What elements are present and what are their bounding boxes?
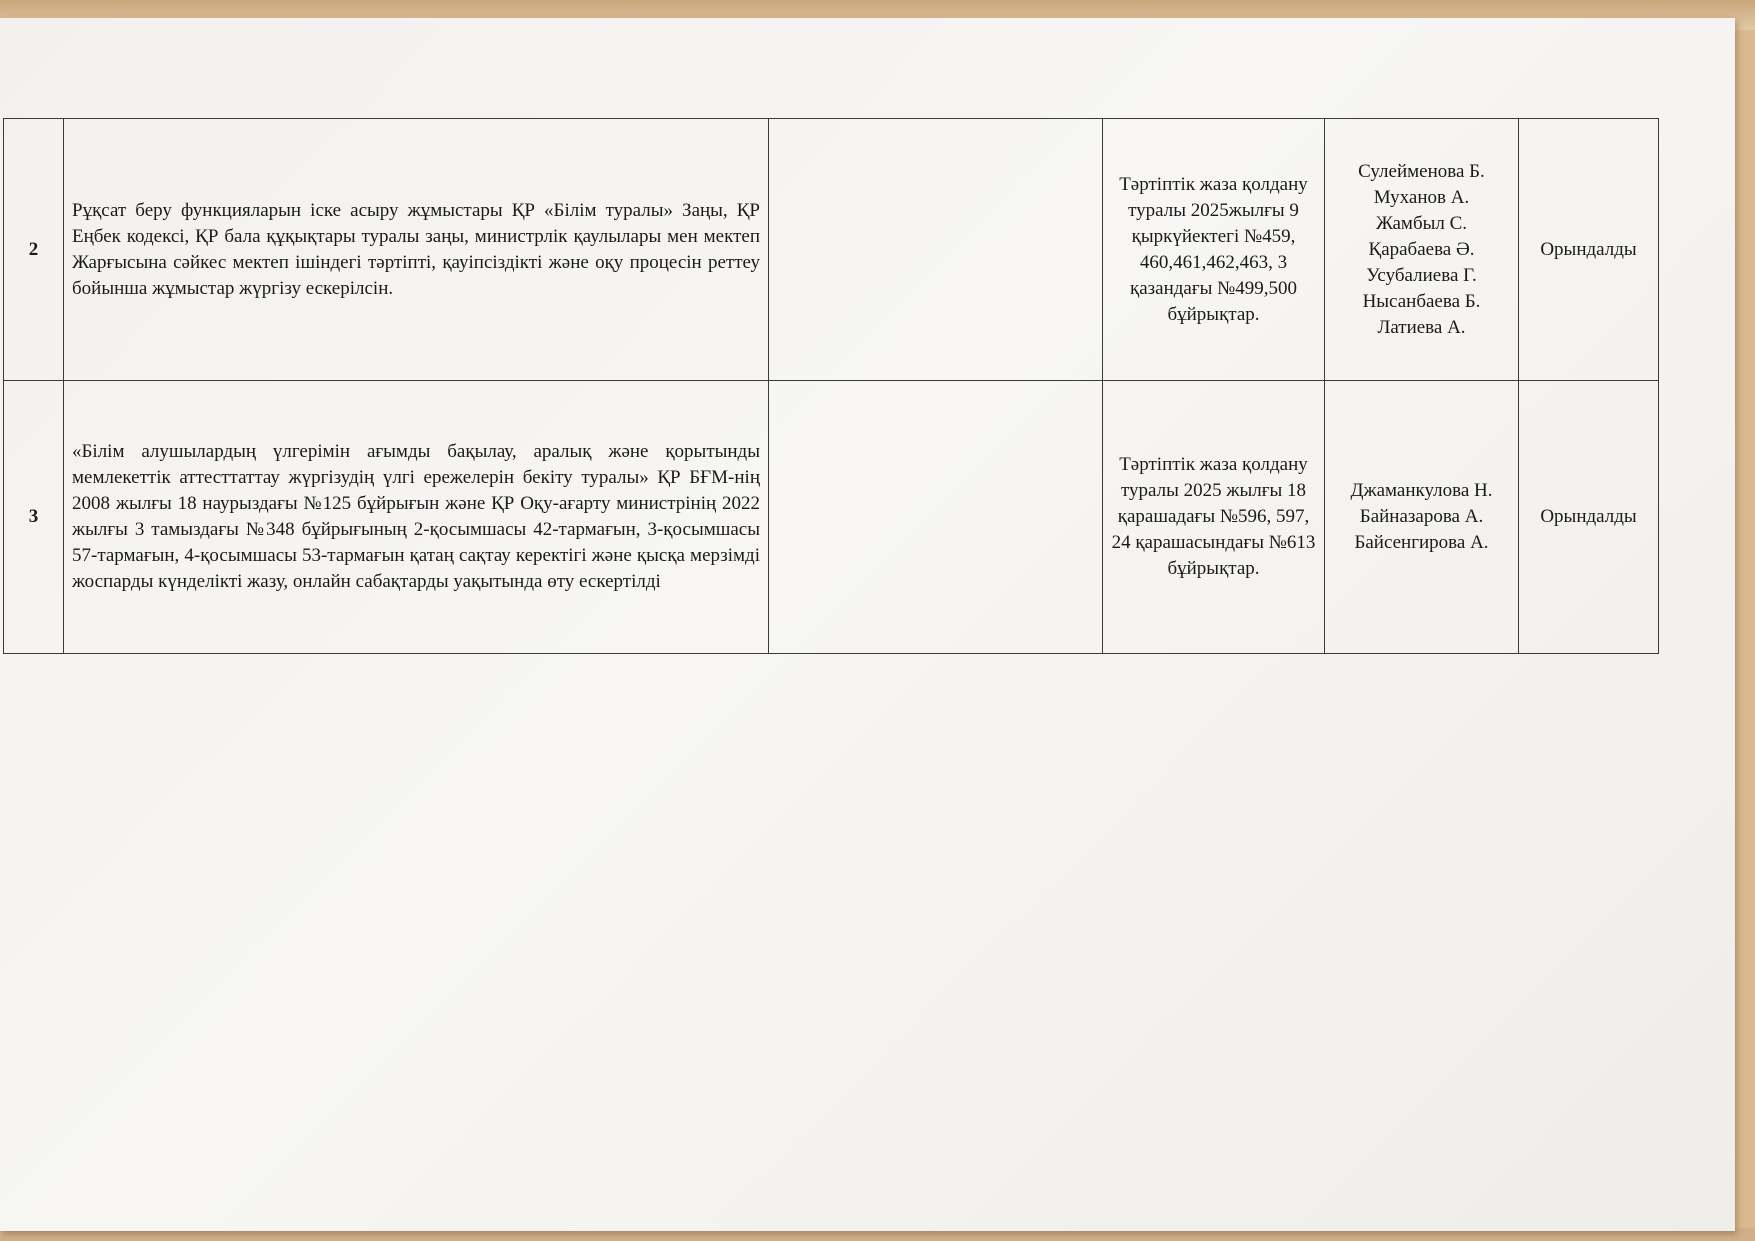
person-name: Қарабаева Ә. [1368,238,1475,260]
person-name: Байназарова А. [1359,506,1484,527]
row-responsible-people [1325,381,1519,654]
person-name: Муханов А. [1373,186,1470,208]
person-name: Нысанбаева Б. [1362,290,1481,312]
row-order: Тәртіптік жаза қолдану туралы 2025 жылғы 18 қарашадағы №596, 597, 24 қарашасындағы №613 бұйрықтар. [1103,381,1325,654]
report-table [3,118,1659,654]
row-number: 3 [4,381,64,654]
person-name: Джаманкулова Н. [1350,480,1493,501]
empty-cell [769,381,1103,654]
person-name: Сулейменова Б. [1358,160,1485,182]
person-name: Байсенгирова А. [1354,532,1489,553]
row-description: Рұқсат беру функцияларын іске асыру жұмыстары ҚР «Білім туралы» Заңы, ҚР Еңбек кодексі, ҚР бала құқықтары туралы заңы, министрлік қаулылары мен мектеп Жарғысына сәйкес мектеп ішіндегі тәртіпті, қауіпсіздікті және оқу процесін реттеу бойынша жұмыстар жүргізу ескерілсін. [64,119,769,381]
row-status: Орындалды [1519,381,1659,654]
empty-cell [769,119,1103,381]
row-description: «Білім алушылардың үлгерімін ағымды бақылау, аралық және қорытынды мемлекеттік аттесттаттау жүргізудің үлгі ережелерін бекіту туралы» ҚР БҒМ-нің 2008 жылғы 18 наурыздағы №125 бұйрығын және ҚР Оқу-ағарту министрінің 2022 жылғы 3 тамыздағы №348 бұйрығының 2-қосымшасы 42-тармағын, 3-қосымшасы 57-тармағын, 4-қосымшасы 53-тармағын қатаң сақтау керектігі және қысқа мерзімді жоспарды күнделікті жазу, онлайн сабақтарды уақытында өту ескертілді [64,381,769,654]
table-row [4,119,1659,381]
document-page [0,18,1735,1231]
person-name: Усубалиева Г. [1366,264,1477,286]
row-number: 2 [4,119,64,381]
row-responsible-people [1325,119,1519,381]
row-order: Тәртіптік жаза қолдану туралы 2025жылғы 9 қыркүйектегі №459, 460,461,462,463, 3 қазандағы №499,500 бұйрықтар. [1103,119,1325,381]
person-name: Латиева А. [1377,316,1466,338]
row-status: Орындалды [1519,119,1659,381]
table-row [4,381,1659,654]
person-name: Жамбыл С. [1375,212,1468,234]
